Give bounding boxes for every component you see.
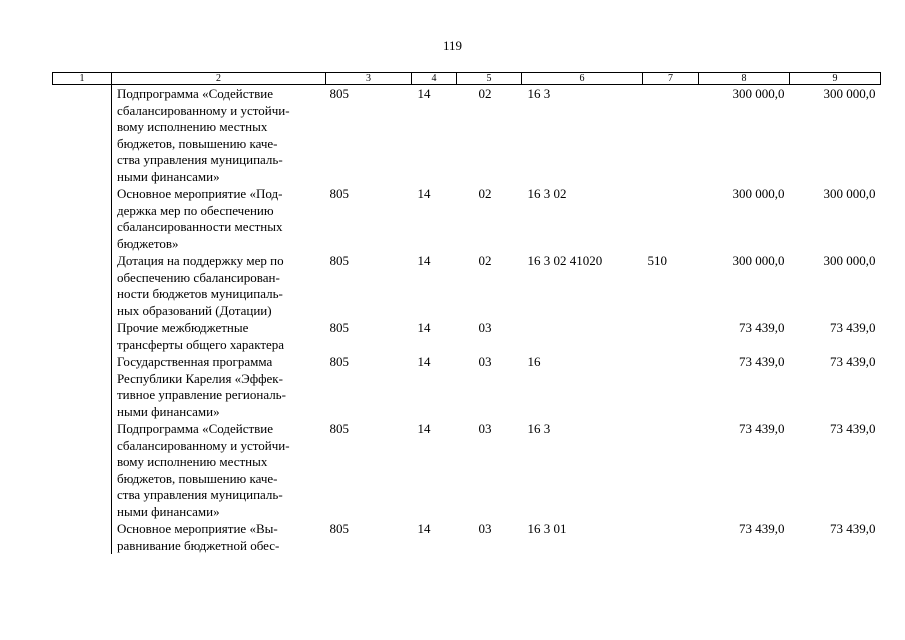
expense-type-cell	[643, 319, 699, 353]
column-header-6: 6	[522, 73, 643, 85]
item-name-line: ными финансами»	[117, 503, 220, 519]
table-row	[53, 252, 881, 319]
item-name-line: вому исполнению местных	[117, 454, 268, 469]
ministry-code-cell: 805	[329, 320, 349, 335]
amount-year1-cell: 73 439,0	[739, 354, 785, 369]
subsection-code-cell: 03	[478, 521, 492, 536]
column-header-2: 2	[112, 73, 326, 85]
target-article-cell: 16 3 02	[527, 186, 567, 201]
row-number-cell	[53, 319, 112, 353]
item-name-line: Подпрограмма «Содействие	[117, 86, 274, 101]
item-name-line: Дотация на поддержку мер по	[117, 253, 284, 268]
column-number-row	[53, 73, 881, 85]
expense-type-cell: 510	[647, 253, 667, 268]
section-code-cell: 14	[417, 521, 431, 536]
section-code-cell: 14	[417, 86, 431, 101]
subsection-code-cell: 02	[478, 86, 492, 101]
ministry-code-cell: 805	[329, 86, 349, 101]
item-name-cell	[112, 185, 326, 252]
row-number-cell	[53, 185, 112, 252]
row-number-cell	[53, 252, 112, 319]
item-name-line: Подпрограмма «Содействие	[117, 421, 274, 436]
column-header-4: 4	[412, 73, 457, 85]
column-header-3: 3	[326, 73, 412, 85]
amount-year1-cell: 73 439,0	[739, 521, 785, 536]
item-name-line: Основное мероприятие «Вы-	[117, 521, 278, 536]
item-name-line: ства управления муниципаль-	[117, 487, 283, 502]
ministry-code-cell: 805	[329, 354, 349, 369]
amount-year1-cell: 300 000,0	[732, 186, 785, 201]
table-row	[53, 353, 881, 420]
target-article-cell: 16 3	[527, 421, 551, 436]
amount-year2-cell: 73 439,0	[830, 320, 876, 335]
subsection-code-cell: 02	[478, 186, 492, 201]
target-article-cell: 16 3 02 41020	[527, 253, 603, 268]
table-row	[53, 420, 881, 520]
item-name-line: Основное мероприятие «Под-	[117, 186, 283, 201]
target-article-cell	[522, 319, 643, 353]
ministry-code-cell: 805	[329, 186, 349, 201]
section-code-cell: 14	[417, 253, 431, 268]
section-code-cell: 14	[417, 320, 431, 335]
table-row	[53, 185, 881, 252]
ministry-code-cell: 805	[329, 253, 349, 268]
item-name-cell	[112, 85, 326, 186]
item-name-line: ными финансами»	[117, 403, 220, 419]
row-number-cell	[53, 353, 112, 420]
item-name-line: обеспечению сбалансирован-	[117, 269, 280, 285]
expense-type-cell	[643, 185, 699, 252]
subsection-code-cell: 03	[478, 320, 492, 335]
subsection-code-cell: 02	[478, 253, 492, 268]
expense-type-cell	[643, 420, 699, 520]
ministry-code-cell: 805	[329, 421, 349, 436]
section-code-cell: 14	[417, 354, 431, 369]
amount-year1-cell: 73 439,0	[739, 421, 785, 436]
column-header-5: 5	[457, 73, 522, 85]
item-name-line: ности бюджетов муниципаль-	[117, 286, 283, 301]
expense-type-cell	[643, 85, 699, 186]
item-name-cell	[112, 420, 326, 520]
table-row	[53, 520, 881, 554]
amount-year2-cell: 73 439,0	[830, 421, 876, 436]
item-name-line: равнивание бюджетной обес-	[117, 537, 280, 553]
amount-year1-cell: 300 000,0	[732, 86, 785, 101]
amount-year1-cell: 73 439,0	[739, 320, 785, 335]
table-row	[53, 85, 881, 186]
ministry-code-cell: 805	[329, 521, 349, 536]
column-header-1: 1	[53, 73, 112, 85]
page-number: 119	[442, 38, 463, 53]
item-name-cell	[112, 319, 326, 353]
section-code-cell: 14	[417, 186, 431, 201]
item-name-line: ства управления муниципаль-	[117, 152, 283, 167]
column-header-7: 7	[643, 73, 699, 85]
item-name-line: сбалансированности местных	[117, 219, 283, 234]
amount-year2-cell: 300 000,0	[823, 253, 876, 268]
row-number-cell	[53, 420, 112, 520]
expense-type-cell	[643, 520, 699, 554]
target-article-cell: 16 3	[527, 86, 551, 101]
amount-year2-cell: 73 439,0	[830, 354, 876, 369]
target-article-cell: 16	[527, 354, 541, 369]
row-number-cell	[53, 85, 112, 186]
column-header-9: 9	[790, 73, 881, 85]
item-name-line: бюджетов, повышению каче-	[117, 135, 278, 151]
item-name-line: сбалансированному и устойчи-	[117, 437, 290, 453]
amount-year2-cell: 73 439,0	[830, 521, 876, 536]
item-name-line: тивное управление региональ-	[117, 387, 286, 402]
item-name-line: Республики Карелия «Эффек-	[117, 370, 283, 386]
subsection-code-cell: 03	[478, 421, 492, 436]
budget-table	[52, 72, 881, 554]
subsection-code-cell: 03	[478, 354, 492, 369]
item-name-line: трансферты общего характера	[117, 336, 285, 352]
item-name-cell	[112, 520, 326, 554]
amount-year1-cell: 300 000,0	[732, 253, 785, 268]
column-header-8: 8	[699, 73, 790, 85]
item-name-line: сбалансированному и устойчи-	[117, 102, 290, 118]
amount-year2-cell: 300 000,0	[823, 86, 876, 101]
item-name-line: бюджетов, повышению каче-	[117, 470, 278, 486]
item-name-line: Государственная программа	[117, 354, 273, 369]
item-name-line: держка мер по обеспечению	[117, 202, 274, 218]
expense-type-cell	[643, 353, 699, 420]
table-body	[53, 85, 881, 555]
item-name-line: ными финансами»	[117, 168, 220, 184]
row-number-cell	[53, 520, 112, 554]
item-name-cell	[112, 252, 326, 319]
item-name-line: вому исполнению местных	[117, 119, 268, 134]
amount-year2-cell: 300 000,0	[823, 186, 876, 201]
item-name-line: бюджетов»	[117, 235, 179, 251]
item-name-line: Прочие межбюджетные	[117, 320, 249, 335]
target-article-cell: 16 3 01	[527, 521, 567, 536]
item-name-cell	[112, 353, 326, 420]
item-name-line: ных образований (Дотации)	[117, 302, 272, 318]
table-row	[53, 319, 881, 353]
section-code-cell: 14	[417, 421, 431, 436]
